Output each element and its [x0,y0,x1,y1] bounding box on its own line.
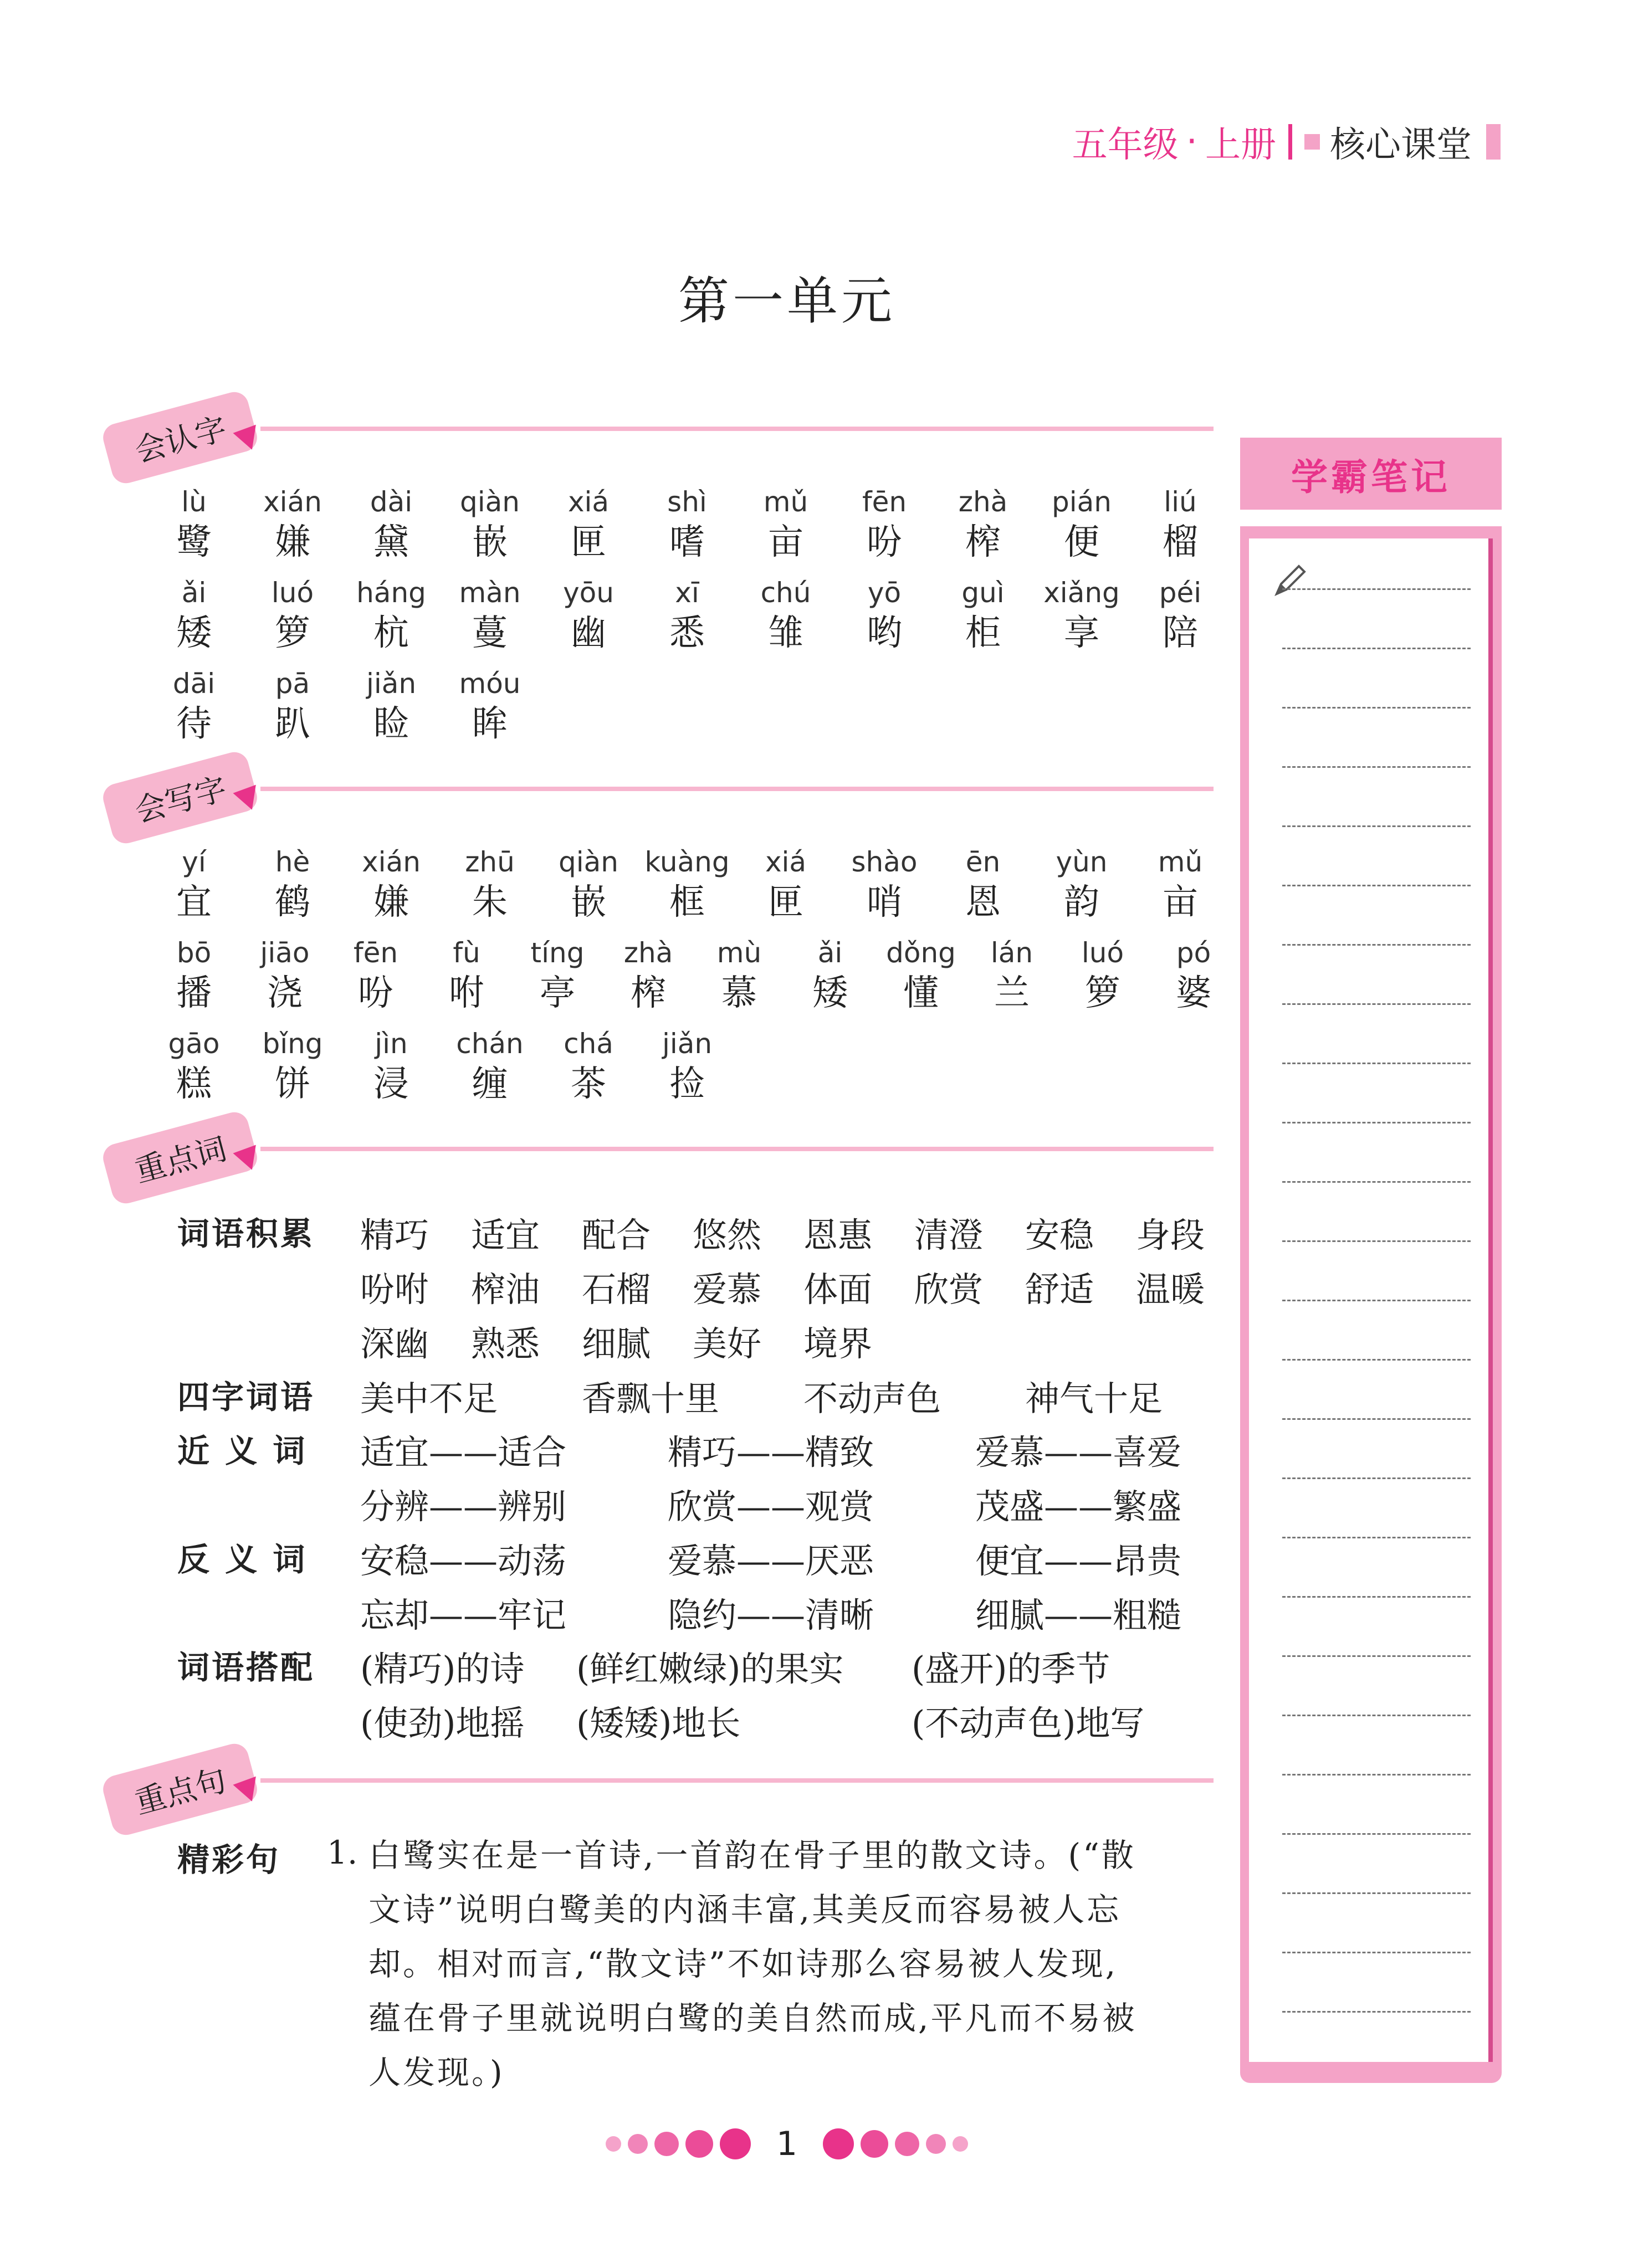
sentence-line: 文诗”说明白鹭美的内涵丰富,其美反而容易被人忘 [368,1891,1122,1928]
hanzi-char: 亩 [1163,882,1198,923]
pinyin-text: guì [961,577,1005,609]
hanzi-char: 柜 [965,613,1001,654]
hanzi-char: 匣 [571,522,606,563]
synonym-label: 近 义 词 [177,1432,308,1470]
hanzi-char: 嵌 [571,882,606,923]
note-line [1282,1181,1471,1183]
pinyin-text: móu [459,668,521,700]
pinyin-cell [717,936,761,1017]
footer-dot [654,2132,679,2156]
pinyin-cell [1056,845,1108,926]
footer-dot [720,2128,751,2159]
pinyin-text: xī [675,577,699,609]
pinyin-cell [559,845,618,926]
word-item: 美好 [693,1323,762,1364]
hanzi-char: 享 [1064,613,1099,654]
pinyin-cell [262,1027,322,1107]
pinyin-text: liú [1164,486,1197,518]
page-number: 1 [776,2125,798,2163]
word-item: 配合 [582,1215,651,1255]
pinyin-text: chú [760,577,811,609]
pinyin-cell [961,576,1004,656]
note-line [1282,1952,1471,1953]
synonym-pair: 适宜——适合 [360,1432,567,1472]
notes-title: 学霸笔记 [1240,438,1502,510]
synonym-pair: 精巧——精致 [668,1432,874,1472]
hanzi-char: 嫌 [275,522,310,563]
pinyin-text: fēn [862,486,907,518]
word-item: 境界 [803,1323,873,1364]
pinyin-text: péi [1159,577,1202,609]
antonym-pair: 忘却——牢记 [360,1595,567,1635]
hanzi-char: 榨 [630,973,666,1014]
pinyin-text: bō [176,937,212,969]
accumulate-label: 词语积累 [177,1215,315,1253]
notes-frame [1240,526,1502,2083]
footer-dot [895,2132,919,2156]
pinyin-text: xiá [765,846,807,878]
hanzi-char: 兰 [994,973,1030,1014]
pinyin-cell [260,936,309,1017]
hanzi-char: 婆 [1176,973,1211,1014]
four-char-word: 香飘十里 [582,1378,720,1419]
hanzi-char: 慕 [721,973,757,1014]
pinyin-cell [959,485,1008,566]
pinyin-cell [465,845,515,926]
pinyin-cell [275,845,310,926]
pinyin-cell [275,666,310,747]
word-item: 细腻 [582,1323,651,1364]
pinyin-cell [669,576,705,656]
pinyin-cell [459,666,521,747]
note-line [1282,1655,1471,1657]
footer-dot [628,2134,648,2154]
hanzi-char: 咐 [449,973,484,1014]
page-footer [0,2125,1574,2163]
word-item: 恩惠 [803,1215,873,1255]
pinyin-text: pián [1052,486,1112,518]
pinyin-cell [1082,936,1124,1017]
pinyin-cell [564,1027,613,1107]
pinyin-text: qiàn [559,846,618,878]
word-item: 温暖 [1136,1269,1205,1310]
collocation-item: (矮矮)地长 [576,1703,741,1743]
pinyin-text: chán [456,1028,524,1060]
hanzi-char: 榴 [1163,522,1198,563]
pinyin-cell [764,485,808,566]
pinyin-cell [449,936,484,1017]
note-line [1282,1477,1471,1479]
collocation-item: (鲜红嫩绿)的果实 [576,1649,844,1689]
sentence-line: 却。相对而言,“散文诗”不如诗那么容易被人发现, [368,1945,1118,1983]
hanzi-char: 浸 [373,1064,409,1105]
hanzi-char: 饼 [275,1064,310,1105]
four-char-word: 不动声色 [803,1378,941,1419]
footer-dot [823,2128,854,2159]
pinyin-text: màn [459,577,521,609]
note-line [1282,1003,1471,1005]
pinyin-text: jìn [375,1028,408,1060]
word-item: 舒适 [1025,1269,1094,1310]
unit-title: 第一单元 [678,271,895,331]
note-line [1282,1537,1471,1538]
footer-dot [861,2130,888,2158]
hanzi-char: 待 [176,704,212,745]
pinyin-cell [531,936,585,1017]
note-line [1282,707,1471,709]
hanzi-char: 陪 [1163,613,1198,654]
word-item: 适宜 [471,1215,540,1255]
pinyin-cell [667,485,707,566]
pinyin-cell [812,936,848,1017]
pinyin-cell [644,845,729,926]
pinyin-text: ēn [965,846,1001,878]
notes-area[interactable] [1249,538,1493,2062]
word-item: 精巧 [360,1215,429,1255]
notes-panel [1240,438,1502,2089]
pinyin-text: yō [867,577,902,609]
word-item: 清澄 [914,1215,984,1255]
pinyin-text: bǐng [262,1028,323,1060]
note-line [1282,1300,1471,1301]
pinyin-cell [886,936,956,1017]
section-tag-label: 会写字 [100,749,260,846]
four-char-word: 神气十足 [1025,1378,1163,1419]
note-line [1282,1122,1471,1123]
pinyin-text: luó [1081,937,1124,969]
pinyin-cell [624,936,673,1017]
pinyin-cell [568,485,609,566]
word-item: 熟悉 [471,1323,540,1364]
collocation-item: (精巧)的诗 [360,1649,525,1689]
note-line [1282,588,1471,590]
pinyin-text: qiàn [460,486,520,518]
hanzi-char: 糕 [176,1064,212,1105]
hanzi-char: 蔓 [472,613,508,654]
hanzi-char: 吩 [867,522,902,563]
footer-dot [926,2134,946,2154]
hanzi-char: 睑 [373,704,409,745]
note-line [1282,648,1471,649]
word-item: 榨油 [471,1269,540,1310]
pinyin-text: zhà [623,937,673,969]
grade-label: 五年级 [1072,125,1179,166]
sentence-label: 精彩句 [177,1841,281,1879]
header-end-bar [1486,124,1501,160]
pinyin-cell [176,936,212,1017]
note-line [1282,944,1471,946]
word-item: 石榴 [582,1269,651,1310]
pinyin-text: chá [564,1028,613,1060]
hanzi-char: 眸 [472,704,508,745]
pinyin-cell [176,485,212,566]
word-item: 爱慕 [693,1269,762,1310]
pinyin-cell [563,576,614,656]
header-square [1304,134,1320,150]
pinyin-text: jiāo [260,937,310,969]
hanzi-char: 亩 [768,522,803,563]
pinyin-text: hè [275,846,310,878]
collocation-item: (盛开)的季节 [912,1649,1110,1689]
word-item: 深幽 [360,1323,429,1364]
pinyin-text: háng [356,577,426,609]
pinyin-text: zhà [958,486,1008,518]
pinyin-text: shào [851,846,918,878]
synonym-pair: 爱慕——喜爱 [975,1432,1182,1472]
hanzi-char: 恩 [965,882,1001,923]
hanzi-char: 框 [669,882,705,923]
pinyin-text: lán [990,937,1033,969]
synonym-pair: 分辨——辨别 [360,1486,567,1527]
hanzi-char: 浇 [267,973,303,1014]
pinyin-text: pó [1176,937,1211,969]
note-line [1282,885,1471,886]
pinyin-text: lù [181,486,207,518]
pinyin-cell [373,1027,409,1107]
collocation-item: (不动声色)地写 [912,1703,1145,1743]
hanzi-char: 悉 [669,613,705,654]
pinyin-cell [662,1027,712,1107]
hanzi-char: 嫌 [373,882,409,923]
pinyin-cell [459,576,520,656]
pencil-icon [1271,561,1310,599]
word-item: 欣赏 [914,1269,984,1310]
series-label: 核心课堂 [1330,125,1472,166]
pinyin-cell [176,576,212,656]
collocation-label: 词语搭配 [177,1649,315,1686]
running-header [1072,116,1501,167]
note-line [1282,1359,1471,1361]
pinyin-text: xiá [567,486,610,518]
hanzi-char: 吩 [358,973,393,1014]
hanzi-char: 箩 [1084,973,1120,1014]
antonym-pair: 爱慕——厌恶 [668,1541,874,1581]
pinyin-cell [354,936,398,1017]
pinyin-text: xián [362,846,421,878]
note-line [1282,766,1471,768]
pinyin-text: zhū [465,846,515,878]
pinyin-cell [965,845,1001,926]
section-tag-sentences [105,1759,266,1825]
sentence-line: 白鹭实在是一首诗,一首韵在骨子里的散文诗。(“散 [368,1836,1136,1874]
sentence-number: 1. [327,1834,358,1871]
note-line [1282,1833,1471,1835]
pinyin-text: yōu [563,577,614,609]
antonym-pair: 细腻——粗糙 [975,1595,1182,1635]
pinyin-cell [761,576,811,656]
section-tag-label: 重点词 [100,1109,260,1207]
pinyin-cell [263,485,322,566]
pinyin-text: mǔ [763,486,808,518]
antonym-label: 反 义 词 [177,1541,308,1578]
pinyin-cell [370,485,412,566]
footer-dot [685,2130,713,2158]
hanzi-char: 宜 [176,882,212,923]
pinyin-text: dǒng [886,937,956,969]
hanzi-char: 杭 [373,613,409,654]
pinyin-text: luó [271,577,314,609]
hanzi-char: 播 [176,973,212,1014]
hanzi-char: 便 [1064,522,1099,563]
section-tag-recognize [105,407,266,474]
note-line [1282,1596,1471,1598]
hanzi-char: 嵌 [472,522,508,563]
word-item: 身段 [1136,1215,1205,1255]
pinyin-cell [1158,845,1202,926]
section-tag-label: 重点句 [100,1741,260,1838]
section-rule [260,787,1214,791]
pinyin-text: jiǎn [366,668,417,700]
pinyin-text: xián [263,486,322,518]
synonym-pair: 欣赏——观赏 [668,1486,874,1527]
pinyin-cell [852,845,918,926]
note-line [1282,2011,1471,2013]
pinyin-text: yùn [1056,846,1108,878]
word-item: 吩咐 [360,1269,429,1310]
sentence-line: 蕴在骨子里就说明白鹭的美自然而成,平凡而不易被 [368,1999,1137,2037]
footer-dot [953,2136,968,2152]
hanzi-char: 黛 [373,522,409,563]
synonym-pair: 茂盛——繁盛 [975,1486,1182,1527]
note-line [1282,1418,1471,1420]
section-tag-write [105,767,266,834]
antonym-pair: 安稳——动荡 [360,1541,567,1581]
pinyin-text: tíng [530,937,585,969]
note-line [1282,825,1471,827]
hanzi-char: 朱 [472,882,508,923]
pinyin-cell [765,845,806,926]
hanzi-char: 幽 [571,613,606,654]
pinyin-text: yí [182,846,206,878]
section-rule [260,427,1214,431]
note-line [1282,1774,1471,1776]
pinyin-text: gāo [168,1028,220,1060]
note-line [1282,1240,1471,1242]
hanzi-char: 匣 [768,882,803,923]
pinyin-cell [362,845,421,926]
pinyin-text: fù [453,937,480,969]
word-item: 安稳 [1025,1215,1094,1255]
pinyin-text: kuàng [644,846,730,878]
pinyin-cell [173,666,215,747]
pinyin-cell [1176,936,1211,1017]
pinyin-cell [867,576,902,656]
pinyin-cell [1043,576,1120,656]
section-tag-words [105,1127,266,1194]
sentence-line: 人发现。) [368,2054,505,2091]
pinyin-cell [862,485,907,566]
note-line [1282,1892,1471,1894]
pinyin-cell [460,485,520,566]
pinyin-cell [1163,485,1198,566]
word-item: 悠然 [693,1215,762,1255]
section-tag-label: 会认字 [100,389,260,486]
pinyin-cell [1052,485,1112,566]
pinyin-text: mǔ [1158,846,1203,878]
hanzi-char: 韵 [1064,882,1099,923]
footer-dot [606,2136,621,2152]
pinyin-text: jiǎn [662,1028,713,1060]
note-line [1282,1063,1471,1064]
antonym-pair: 便宜——昂贵 [975,1541,1182,1581]
hanzi-char: 懂 [903,973,939,1014]
four-char-word: 美中不足 [360,1378,498,1419]
hanzi-char: 哨 [866,882,902,923]
pinyin-cell [176,845,212,926]
volume-label: 上册 [1205,125,1276,166]
hanzi-char: 捡 [669,1064,705,1105]
section-rule [260,1147,1214,1151]
hanzi-char: 亭 [540,973,575,1014]
pinyin-cell [1159,576,1201,656]
pinyin-text: ǎi [181,577,207,609]
hanzi-char: 榨 [965,522,1001,563]
pinyin-text: xiǎng [1043,577,1120,609]
pinyin-cell [366,666,416,747]
pinyin-cell [272,576,314,656]
pinyin-cell [456,1027,524,1107]
pinyin-cell [168,1027,220,1107]
hanzi-char: 趴 [275,704,310,745]
antonym-pair: 隐约——清晰 [668,1595,874,1635]
collocation-item: (使劲)地摇 [360,1703,525,1743]
hanzi-char: 缠 [472,1064,508,1105]
four-char-label: 四字词语 [177,1378,315,1416]
hanzi-char: 茶 [570,1064,606,1105]
header-divider [1288,124,1292,160]
section-rule [260,1778,1214,1783]
pinyin-text: dāi [172,668,216,700]
hanzi-char: 鹤 [275,882,310,923]
word-item: 体面 [803,1269,873,1310]
pinyin-text: fēn [353,937,398,969]
pinyin-cell [356,576,426,656]
pinyin-text: shì [667,486,707,518]
pinyin-text: dài [370,486,413,518]
header-dot: · [1186,121,1197,162]
hanzi-char: 哟 [867,613,902,654]
pinyin-cell [991,936,1033,1017]
hanzi-char: 矮 [176,613,212,654]
hanzi-char: 鹭 [176,522,212,563]
hanzi-char: 嗜 [669,522,705,563]
hanzi-char: 箩 [274,613,310,654]
pinyin-text: mù [716,937,762,969]
note-line [1282,1715,1471,1716]
hanzi-char: 矮 [812,973,848,1014]
pinyin-text: pā [275,668,310,700]
hanzi-char: 雏 [768,613,803,654]
pinyin-text: ǎi [817,937,843,969]
